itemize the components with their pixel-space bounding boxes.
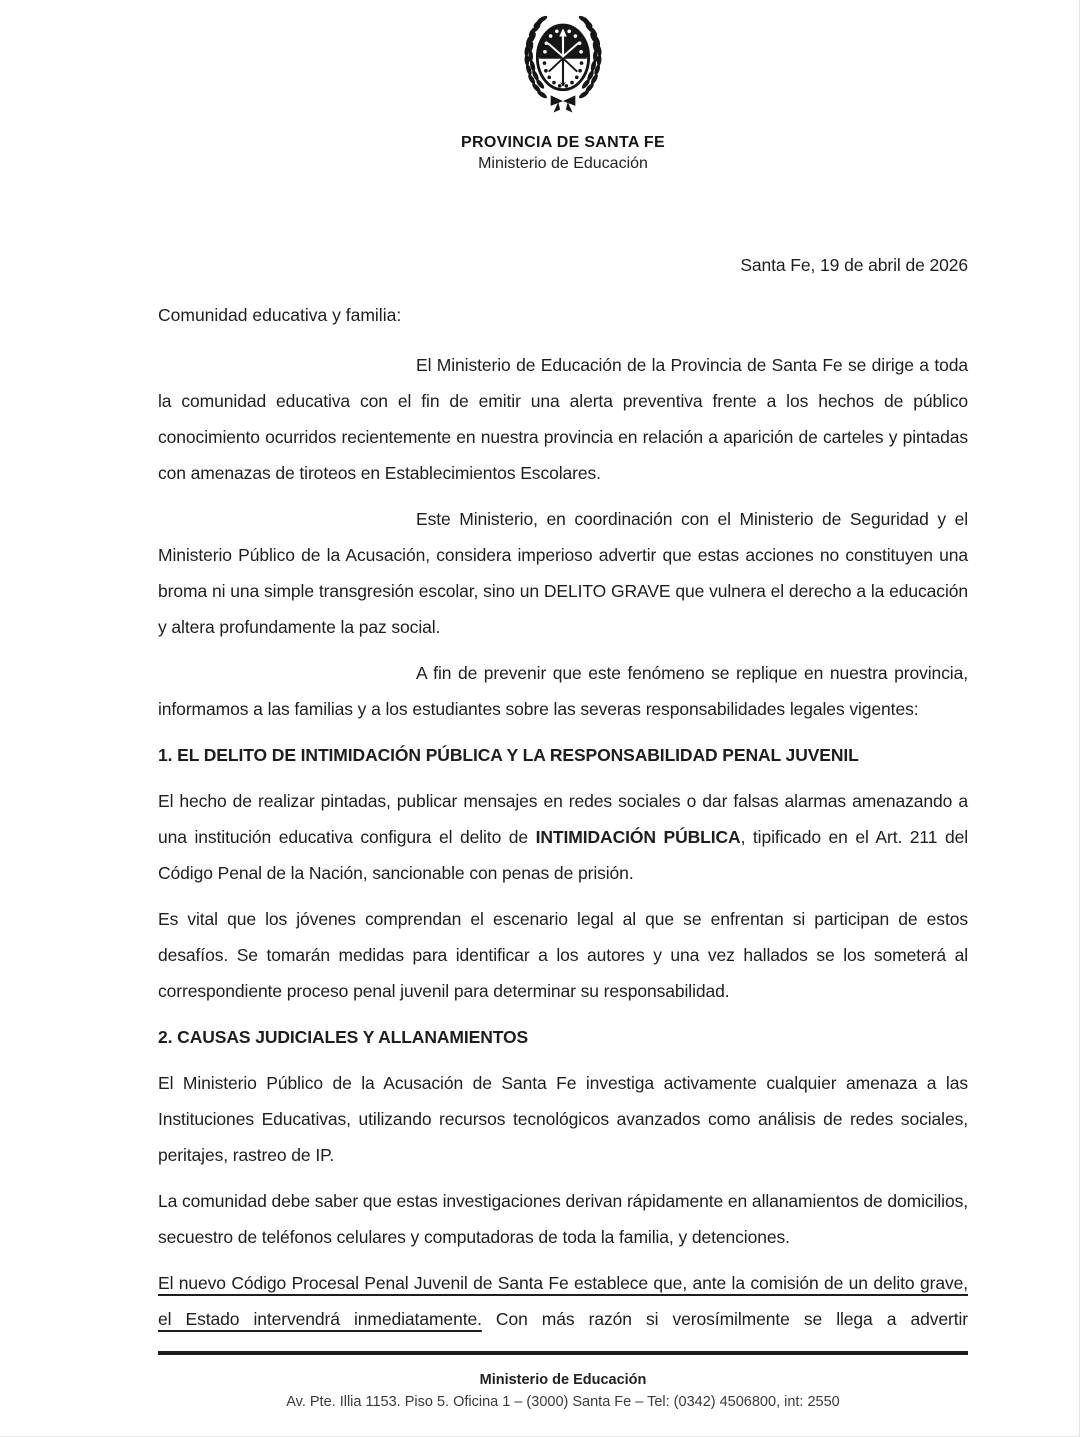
letter-content	[158, 0, 968, 1347]
paragraph	[158, 1183, 968, 1255]
document-header	[158, 0, 968, 173]
santa-fe-coat-of-arms-icon	[515, 8, 611, 122]
text-run: El hecho de realizar pintadas, publicar mensajes en redes sociales o dar falsas alarmas amenazando a una institución educativa configura el delito de	[158, 791, 968, 847]
emphasis-text: INTIMIDACIÓN PÚBLICA	[535, 827, 741, 847]
footer-org-name: Ministerio de Educación	[479, 1372, 647, 1388]
text-run: La comunidad debe saber que estas investigaciones derivan rápidamente en allanamientos de domicilios, secuestro de teléfonos celulares y computadoras de toda la familia, y detenciones.	[158, 1191, 968, 1247]
paragraph	[158, 347, 968, 491]
text-run: A fin de prevenir que este fenómeno se replique en nuestra provincia, informamos a las familias y a los estudiantes sobre las severas responsabilidades legales vigentes:	[158, 663, 968, 719]
text-run: El Ministerio Público de la Acusación de Santa Fe investiga activamente cualquier amenaza a las Instituciones Educativas, utilizando recursos tecnológicos avanzados como análisis de redes sociales, peritajes, rastreo de IP.	[158, 1073, 968, 1165]
date-line: Santa Fe, 19 de abril de 2026	[740, 255, 968, 275]
paragraph	[158, 655, 968, 727]
underlined-text: El nuevo Código Procesal Penal Juvenil de Santa Fe establece que, ante la comisión de un delito grave, el Estado intervendrá inmediatamente.	[158, 1273, 968, 1329]
text-run: Es vital que los jóvenes comprendan el escenario legal al que se enfrentan si participan de estos desafíos. Se tomarán medidas para identificar a los autores y una vez hallados se los someterá al correspondiente proceso penal juvenil para determinar su responsabilidad.	[158, 909, 968, 1001]
paragraph	[158, 501, 968, 645]
letter-body	[158, 347, 968, 1337]
paragraph	[158, 1065, 968, 1173]
text-run: Este Ministerio, en coordinación con el Ministerio de Seguridad y el Ministerio Público de la Acusación, considera imperioso advertir que estas acciones no constituyen una broma ni una simple transgresión escolar, sino un DELITO GRAVE que vulnera el derecho a la educación y altera profundamente la paz social.	[158, 509, 968, 637]
paragraph	[158, 901, 968, 1009]
footer-address: Av. Pte. Illia 1153. Piso 5. Oficina 1 – (3000) Santa Fe – Tel: (0342) 4506800, int: 2550	[286, 1394, 840, 1410]
section-heading	[158, 1019, 968, 1055]
text-run: , tipificado en el Art. 211 del Código Penal de la Nación, sancionable con penas de prisión.	[158, 827, 968, 883]
text-run: Con más razón si verosímilmente se llega a advertir	[481, 1309, 968, 1329]
text-run: El Ministerio de Educación de la Provincia de Santa Fe se dirige a toda la comunidad educativa con el fin de emitir una alerta preventiva frente a los hechos de público conocimiento ocurridos recientemente en nuestra provincia en relación a aparición de carteles y pintadas con amenazas de tiroteos en Establecimientos Escolares.	[158, 355, 968, 483]
text-run: 2. CAUSAS JUDICIALES Y ALLANAMIENTOS	[158, 1027, 529, 1047]
footer-divider	[158, 1351, 968, 1355]
department-name: Ministerio de Educación	[478, 155, 648, 172]
org-name: PROVINCIA DE SANTA FE	[461, 134, 665, 151]
paragraph	[158, 1265, 968, 1337]
ribbon	[551, 95, 576, 112]
section-heading	[158, 737, 968, 773]
paragraph	[158, 783, 968, 891]
salutation: Comunidad educativa y familia:	[158, 305, 402, 325]
text-run: 1. EL DELITO DE INTIMIDACIÓN PÚBLICA Y LA RESPONSABILIDAD PENAL JUVENIL	[158, 745, 859, 765]
document-footer	[158, 1372, 968, 1410]
